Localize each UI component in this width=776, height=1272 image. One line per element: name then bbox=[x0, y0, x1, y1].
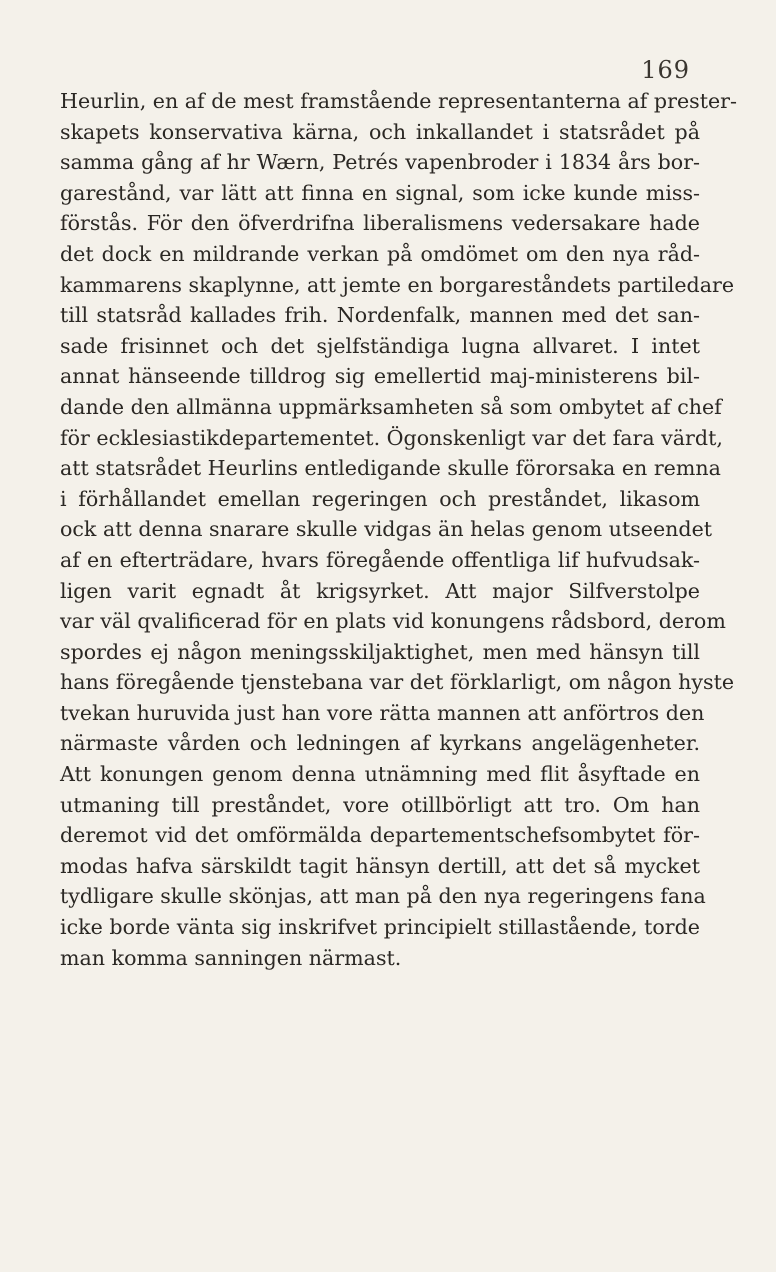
text-line: man komma sanningen närmast. bbox=[60, 945, 402, 970]
text-line: skapets konservativa kärna, och inkallandet i statsrådet på bbox=[60, 119, 700, 144]
page-number: 169 bbox=[641, 56, 690, 84]
text-line: var väl qvalificerad för en plats vid konungens rådsbord, derom bbox=[60, 609, 726, 634]
text-line: att statsrådet Heurlins entledigande skulle förorsaka en remna bbox=[60, 456, 721, 481]
text-line: sade frisinnet och det sjelfständiga lugna allvaret. I intet bbox=[60, 333, 700, 358]
text-line: garestånd, var lätt att finna en signal, som icke kunde miss- bbox=[60, 180, 700, 205]
text-line: Att konungen genom denna utnämning med flit åsyftade en bbox=[60, 762, 700, 787]
text-line: tvekan huruvida just han vore rätta mannen att anförtros den bbox=[60, 700, 705, 725]
text-line: Heurlin, en af de mest framstående representanterna af prester- bbox=[60, 89, 737, 113]
text-line: det dock en mildrande verkan på omdömet om den nya råd- bbox=[60, 241, 700, 266]
text-line: för ecklesiastikdepartementet. Ögonskenligt var det fara värdt, bbox=[60, 425, 723, 450]
text-line: deremot vid det omförmälda departementschefsombytet för- bbox=[60, 823, 700, 848]
text-line: närmaste vården och ledningen af kyrkans angelägenheter. bbox=[60, 731, 700, 756]
text-line: spordes ej någon meningsskiljaktighet, men med hänsyn till bbox=[60, 639, 700, 664]
text-line: i förhållandet emellan regeringen och preståndet, likasom bbox=[60, 486, 700, 511]
text-line: icke borde vänta sig inskrifvet principielt stillastående, torde bbox=[60, 915, 700, 940]
text-line: förstås. För den öfverdrifna liberalismens vedersakare hade bbox=[60, 211, 700, 236]
text-line: ock att denna snarare skulle vidgas än helas genom utseendet bbox=[60, 517, 713, 542]
text-line: annat hänseende tilldrog sig emellertid maj-ministerens bil- bbox=[60, 364, 700, 389]
text-line: hans föregående tjenstebana var det förklarligt, om någon hyste bbox=[60, 670, 735, 695]
text-line: kammarens skaplynne, att jemte en borgareståndets partiledare bbox=[60, 272, 735, 297]
text-line: dande den allmänna uppmärksamheten så som ombytet af chef bbox=[60, 394, 722, 419]
text-line: utmaning till preståndet, vore otillbörligt att tro. Om han bbox=[60, 792, 700, 817]
body-text bbox=[60, 86, 737, 973]
text-line: ligen varit egnadt åt krigsyrket. Att major Silfverstolpe bbox=[60, 578, 700, 603]
text-line: till statsråd kallades frih. Nordenfalk, mannen med det san- bbox=[60, 303, 700, 328]
text-line: modas hafva särskildt tagit hänsyn dertill, att det så mycket bbox=[60, 853, 700, 878]
text-line: af en efterträdare, hvars föregående offentliga lif hufvudsak- bbox=[60, 547, 700, 572]
text-line: samma gång af hr Wærn, Petrés vapenbroder i 1834 års bor- bbox=[60, 150, 700, 175]
text-line: tydligare skulle skönjas, att man på den nya regeringens fana bbox=[60, 884, 706, 909]
